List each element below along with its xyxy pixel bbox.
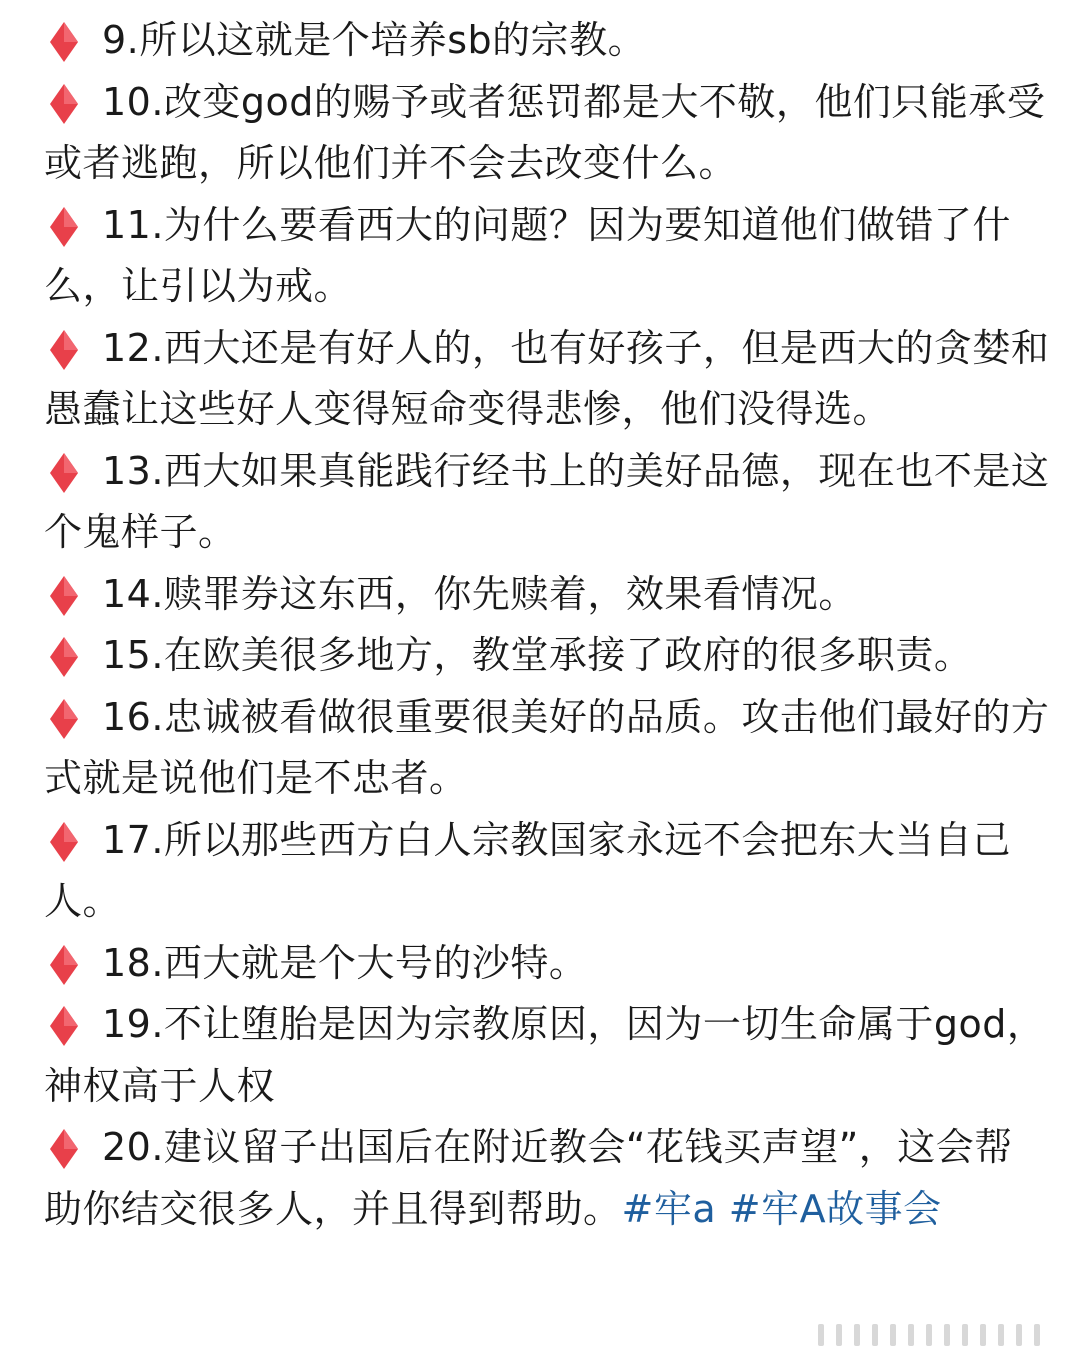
list-item <box>44 72 1050 195</box>
list-item <box>44 1117 1050 1240</box>
list-item <box>44 933 1050 995</box>
red-diamond-icon <box>44 318 84 379</box>
red-diamond-icon <box>44 933 84 994</box>
red-diamond-icon <box>44 441 84 502</box>
item-text: 9.所以这就是个培养sb的宗教。 <box>102 18 647 62</box>
red-diamond-icon <box>44 625 84 686</box>
red-diamond-icon <box>44 10 84 71</box>
item-text: 17.所以那些西方白人宗教国家永远不会把东大当自己人。 <box>44 817 1011 923</box>
item-text: 13.西大如果真能践行经书上的美好品德，现在也不是这个鬼样子。 <box>44 448 1050 554</box>
list-item <box>44 441 1050 564</box>
list-item <box>44 994 1050 1117</box>
list-item <box>44 564 1050 626</box>
item-text: 12.西大还是有好人的，也有好孩子，但是西大的贪婪和愚蠢让这些好人变得短命变得悲惨，他们没得选。 <box>44 325 1050 431</box>
red-diamond-icon <box>44 1117 84 1178</box>
hashtag-link-laoa-story[interactable]: #牢A故事会 <box>728 1186 942 1231</box>
red-diamond-icon <box>44 810 84 871</box>
red-diamond-icon <box>44 687 84 748</box>
red-diamond-icon <box>44 564 84 625</box>
list-item <box>44 810 1050 933</box>
list-item <box>44 687 1050 810</box>
red-diamond-icon <box>44 994 84 1055</box>
item-text: 20.建议留子出国后在附近教会“花钱买声望”，这会帮助你结交很多人，并且得到帮助。 <box>44 1125 1013 1231</box>
list-item <box>44 318 1050 441</box>
post-body <box>0 10 1080 1240</box>
item-text: 16.忠诚被看做很重要很美好的品质。攻击他们最好的方式就是说他们是不忠者。 <box>44 694 1050 800</box>
list-item <box>44 625 1050 687</box>
item-text: 19.不让堕胎是因为宗教原因，因为一切生命属于god，神权高于人权 <box>44 1002 1046 1108</box>
item-text: 14.赎罪券这东西，你先赎着，效果看情况。 <box>102 571 857 616</box>
list-item <box>44 10 1050 72</box>
item-text: 15.在欧美很多地方，教堂承接了政府的很多职责。 <box>102 633 973 677</box>
red-diamond-icon <box>44 72 84 133</box>
list-item <box>44 195 1050 318</box>
hashtag-link-laoa[interactable]: #牢a <box>621 1186 717 1231</box>
scroll-more-indicator <box>818 1324 1068 1350</box>
item-text: 10.改变god的赐予或者惩罚都是大不敬，他们只能承受或者逃跑，所以他们并不会去改变什么。 <box>44 79 1046 185</box>
item-text: 11.为什么要看西大的问题？因为要知道他们做错了什么，让引以为戒。 <box>44 202 1011 308</box>
red-diamond-icon <box>44 195 84 256</box>
item-text: 18.西大就是个大号的沙特。 <box>102 940 588 985</box>
